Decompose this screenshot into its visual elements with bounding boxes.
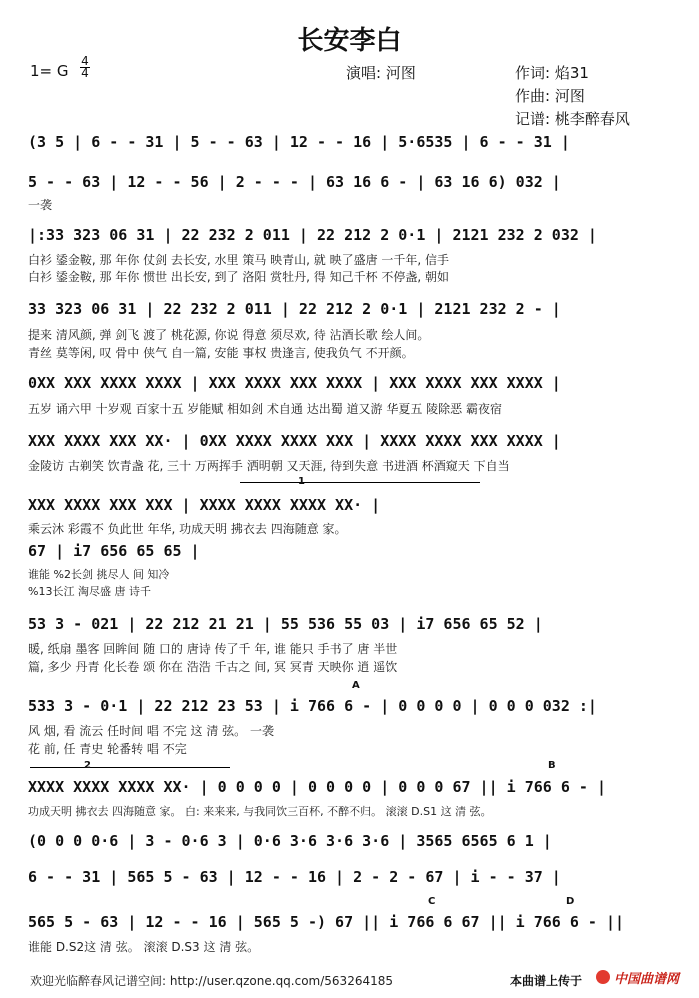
score-row-9: 53 3 - 021 | 22 212 21 21 | 55 536 55 03 | i7 656 65 52 | (28, 615, 543, 633)
score-row-12: (0 0 0 0·6 | 3 - 0·6 3 | 0·6 3·6 3·6 3·6 | 3565 6565 6 1 | (28, 832, 552, 850)
score-row-7: XXX XXXX XXX XXX | XXXX XXXX XXXX XX· | (28, 496, 381, 514)
score-row-11: XXXX XXXX XXXX XX· | 0 0 0 0 | 0 0 0 0 | 0 0 0 67 || i 766 6 - | (28, 778, 606, 796)
composer: 作曲: 河图 (515, 87, 585, 105)
score-row-10: 533 3 - 0·1 | 22 212 23 53 | i 766 6 - | 0 0 0 0 | 0 0 0 032 :| (28, 697, 597, 715)
lyric-line: 金陵访 古剃笑 饮青盏 花, 三十 万两挥手 洒明朝 又天涯, 待到失意 书进酒 杯酒窥天 下自当 (28, 459, 510, 473)
score-row-6: XXX XXXX XXX XX· | 0XX XXXX XXXX XXX | XXXX XXXX XXX XXXX | (28, 432, 561, 450)
volta-2-mark: 2 (84, 760, 91, 771)
logo-icon (596, 970, 610, 984)
lyric-line: 白衫 鋈金鞍, 那 年你 仗剑 去长安, 水里 策马 映青山, 就 映了盛唐 一千年, 信手 (28, 253, 450, 267)
time-top: 4 (81, 54, 89, 68)
score-row-14: 565 5 - 63 | 12 - - 16 | 565 5 -) 67 || i 766 6 67 || i 766 6 - || (28, 913, 625, 931)
lyric-line: 功成天明 拂衣去 四海随意 家。 白: 来来来, 与我同饮三百杯, 不醉不归。 滚滚 D.S1 这 清 弦。 (28, 805, 492, 818)
score-row-5: 0XX XXX XXXX XXXX | XXX XXXX XXX XXXX | XXX XXXX XXX XXXX | (28, 374, 561, 392)
lyricist: 作词: 焰31 (515, 64, 589, 82)
upload-note: 本曲谱上传于 (510, 974, 583, 988)
volta-1-mark: 1 (298, 476, 305, 487)
singer: 演唱: 河图 (346, 64, 416, 82)
page-title: 长安李白 (297, 26, 402, 56)
mark-b: B (548, 760, 556, 771)
score-row-3: |:33 323 06 31 | 22 232 2 011 | 22 212 2 0·1 | 2121 232 2 032 | (28, 226, 597, 244)
mark-c: C (428, 896, 436, 907)
site-logo[interactable] (596, 968, 692, 990)
lyric-line: 青丝 莫等闲, 叹 骨中 侠气 自一篇, 安能 事权 贵逢言, 使我负气 不开颜。 (28, 346, 414, 360)
time-signature (80, 56, 90, 79)
lyric-line: 提来 清风颜, 弹 剑飞 渡了 桃花源, 你说 得意 须尽欢, 待 沾酒长歌 绘人间。 (28, 328, 430, 342)
transcriber: 记谱: 桃李醉春风 (515, 110, 630, 128)
lyric-line: 一袭 (28, 198, 53, 212)
lyric-line: %13长江 淘尽盛 唐 诗千 (28, 585, 151, 598)
score-row-1: (3 5 | 6 - - 31 | 5 - - 63 | 12 - - 16 | 5·6535 | 6 - - 31 | (28, 133, 570, 151)
score-row-4: 33 323 06 31 | 22 232 2 011 | 22 212 2 0·1 | 2121 232 2 - | (28, 300, 561, 318)
lyric-line: 谁能 %2长剑 挑尽人 间 知冷 (28, 568, 170, 581)
key-signature: 1= G (30, 62, 69, 80)
logo-text: 中国曲谱网 (614, 972, 680, 987)
lyric-line: 暖, 纸扇 墨客 回眸间 随 口的 唐诗 传了千 年, 谁 能只 手书了 唐 半世 (28, 642, 398, 656)
lyric-line: 篇, 多少 丹青 化长卷 颂 你在 浩浩 千古之 间, 冥 冥青 天映你 逍 遥饮 (28, 660, 398, 674)
score-row-8: 67 | i7 656 65 65 | (28, 542, 200, 560)
score-row-13: 6 - - 31 | 565 5 - 63 | 12 - - 16 | 2 - 2 - 67 | i - - 37 | (28, 868, 561, 886)
volta-line (30, 767, 230, 768)
mark-d: D (566, 896, 575, 907)
lyric-line: 五岁 诵六甲 十岁观 百家十五 岁能赋 相如剑 术自通 达出蜀 道又游 华夏五 陵除恶 霸夜宿 (28, 402, 502, 416)
lyric-line: 谁能 D.S2这 清 弦。 滚滚 D.S3 这 清 弦。 (28, 940, 260, 954)
lyric-line: 乘云沐 彩霞不 负此世 年华, 功成天明 拂衣去 四海随意 家。 (28, 522, 347, 536)
footer-credit: 欢迎光临醉春风记谱空间: http://user.qzone.qq.com/563264185 (30, 974, 394, 988)
lyric-line: 风 烟, 看 流云 任时间 唱 不完 这 清 弦。 一袭 (28, 724, 274, 738)
volta-line (240, 482, 480, 483)
time-bottom: 4 (81, 66, 89, 80)
lyric-line: 花 前, 任 青史 轮番转 唱 不完 (28, 742, 187, 756)
mark-a: A (352, 680, 360, 691)
score-row-2: 5 - - 63 | 12 - - 56 | 2 - - - | 63 16 6 - | 63 16 6) 032 | (28, 173, 561, 191)
lyric-line: 白衫 鋈金鞍, 那 年你 惯世 出长安, 到了 洛阳 赏牡丹, 得 知己千杯 不停盏, 朝如 (28, 270, 450, 284)
